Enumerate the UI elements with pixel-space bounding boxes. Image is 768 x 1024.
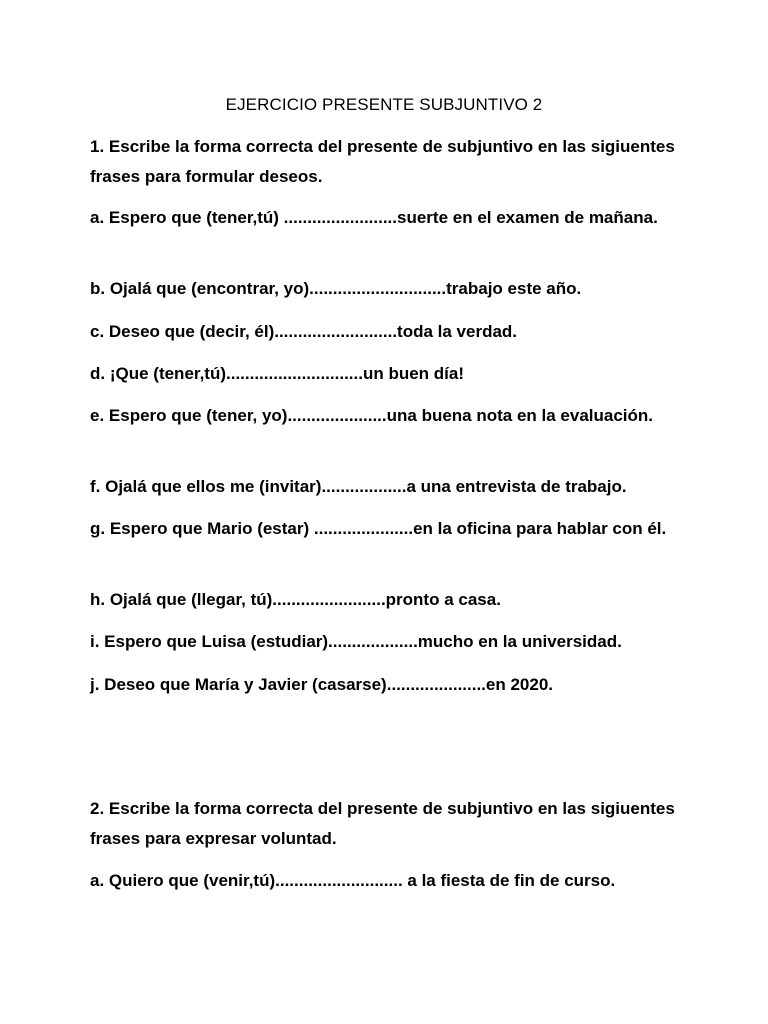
section1-instruction: 1. Escribe la forma correcta del presente de subjuntivo en las sigiuentes frases para formular deseos. [90, 137, 675, 186]
page-title: EJERCICIO PRESENTE SUBJUNTIVO 2 [225, 95, 543, 114]
exercise-item-1b: b. Ojalá que (encontrar, yo).............................trabajo este año. [90, 279, 582, 298]
exercise-item-1d: d. ¡Que (tener,tú).............................un buen día! [90, 364, 465, 383]
exercise-item-1j: j. Deseo que María y Javier (casarse).....................en 2020. [90, 675, 554, 694]
exercise-item-1i: i. Espero que Luisa (estudiar)...................mucho en la universidad. [90, 632, 622, 651]
exercise-item-1c: c. Deseo que (decir, él)..........................toda la verdad. [90, 322, 518, 341]
exercise-item-1g: g. Espero que Mario (estar) .....................en la oficina para hablar con él. [90, 519, 667, 538]
section2-instruction: 2. Escribe la forma correcta del presente de subjuntivo en las sigiuentes frases para expresar voluntad. [90, 799, 675, 848]
exercise-item-1f: f. Ojalá que ellos me (invitar)..................a una entrevista de trabajo. [90, 477, 627, 496]
exercise-item-1a: a. Espero que (tener,tú) ........................suerte en el examen de mañana. [90, 208, 658, 227]
exercise-item-1e: e. Espero que (tener, yo).....................una buena nota en la evaluación. [90, 406, 654, 425]
exercise-item-2a: a. Quiero que (venir,tú)........................... a la fiesta de fin de curso. [90, 871, 616, 890]
exercise-item-1h: h. Ojalá que (llegar, tú)........................pronto a casa. [90, 590, 501, 609]
